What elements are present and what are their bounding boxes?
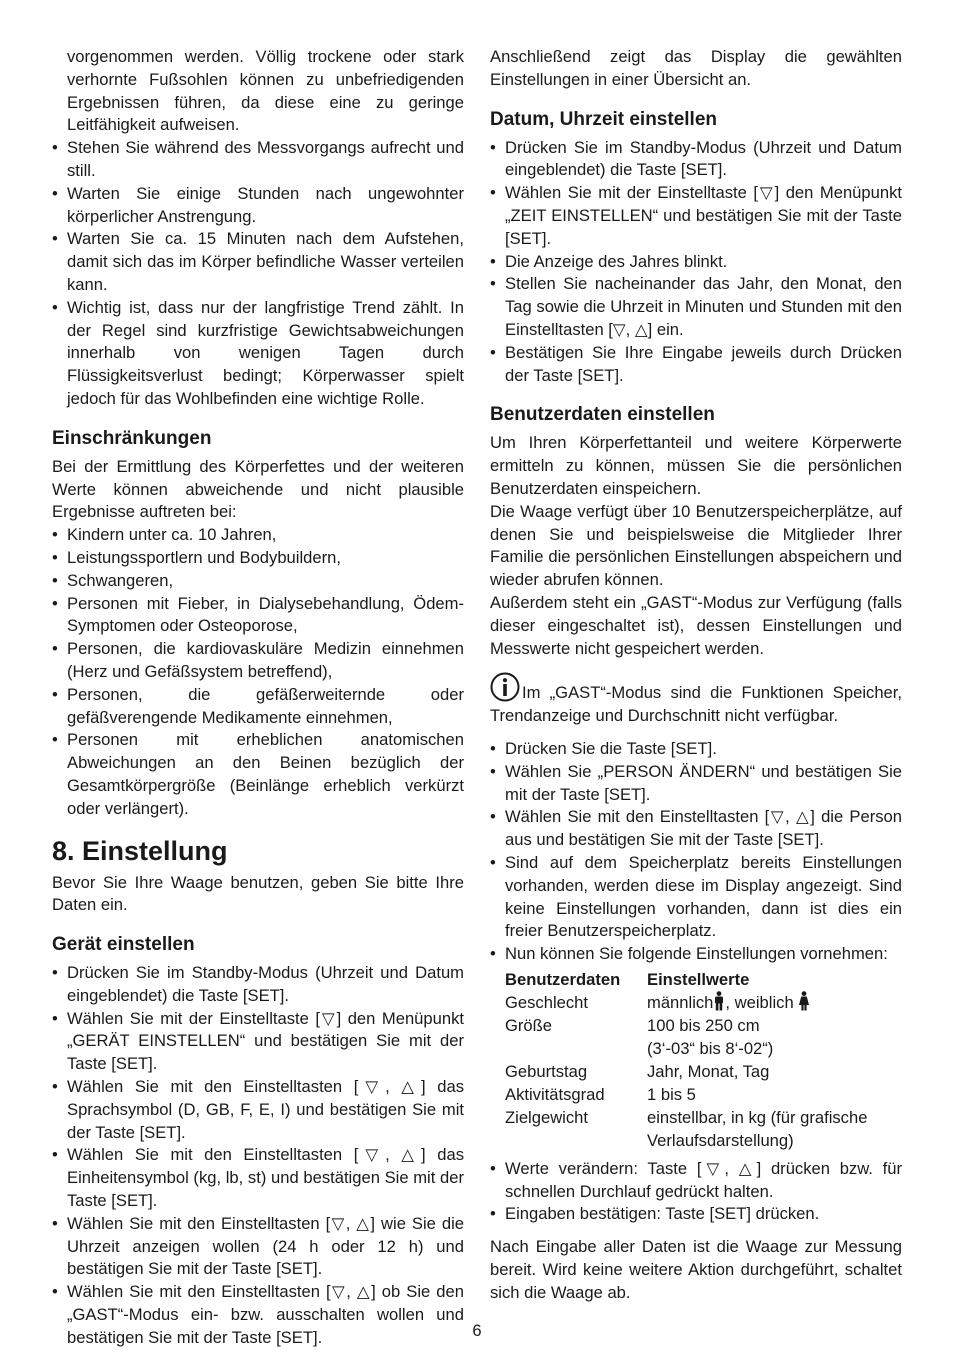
datum-steps-list [490, 137, 902, 388]
table-cell-label: Aktivitätsgrad [505, 1084, 605, 1104]
table-cell-label: Geschlecht [505, 992, 589, 1012]
list-item: • Wählen Sie mit den Einstelltasten [▽, △] wie Sie die Uhrzeit anzeigen wollen (24 h oder 12 h) und bestätigen Sie mit der Taste [SET]. [52, 1213, 464, 1281]
list-item: • Stellen Sie nacheinander das Jahr, den Monat, den Tag sowie die Uhrzeit in Minuten und Stunden mit den Einstelltasten [▽, △] ein. [490, 273, 902, 341]
info-note-text: Im „GAST“-Modus sind die Funktionen Speicher, Trendanzeige und Durchschnitt nicht verfügbar. [490, 683, 902, 726]
size-range-ft: (3‘-03“ bis 8‘-02“) [647, 1038, 774, 1058]
page-number: 6 [472, 1321, 482, 1340]
list-item: • Wählen Sie mit den Einstelltasten [▽, △] ob Sie den „GAST“-Modus ein- bzw. ausschalten wollen und bestätigen Sie mit der Taste [SET]. [52, 1281, 464, 1349]
user-settings-table [505, 968, 897, 1152]
list-item: • Drücken Sie die Taste [SET]. [490, 738, 902, 761]
table-cell-value: 1 bis 5 [647, 1084, 696, 1104]
einschraenkungen-list [52, 524, 464, 820]
table-row [505, 1083, 897, 1106]
list-item: • Wählen Sie mit den Einstelltasten [▽, △] das Sprachsymbol (D, GB, F, E, I) und bestätigen Sie mit der Taste [SET]. [52, 1076, 464, 1144]
right-column [490, 46, 902, 1305]
benutzer-para-1: Um Ihren Körperfettanteil und weitere Körperwerte ermitteln zu können, müssen Sie die persönlichen Benutzerdaten einspeichern. [490, 433, 902, 498]
list-item: • Wichtig ist, dass nur der langfristige Trend zählt. In der Regel sind kurzfristige Gewichtsabweichungen innerhalb von wenigen Tagen durch Flüssigkeitsverlust bedingt; Körperwasser spielt jedoch für das Wohlbefinden eine wichtige Rolle. [52, 297, 464, 411]
list-item: • Leistungssportlern und Bodybuildern, [52, 547, 464, 570]
list-item: • Wählen Sie mit der Einstelltaste [▽] den Menüpunkt „GERÄT EINSTELLEN“ und bestätigen Sie mit der Taste [SET]. [52, 1008, 464, 1076]
list-item: • Wählen Sie „PERSON ÄNDERN“ und bestätigen Sie mit der Taste [SET]. [490, 761, 902, 807]
list-item: • Warten Sie ca. 15 Minuten nach dem Aufstehen, damit sich das im Körper befindliche Wasser verteilen kann. [52, 228, 464, 296]
table-cell-label: Geburtstag [505, 1061, 588, 1081]
table-cell-label: Zielgewicht [505, 1107, 589, 1127]
list-item: • Drücken Sie im Standby-Modus (Uhrzeit und Datum eingeblendet) die Taste [SET]. [52, 962, 464, 1008]
list-item: • Die Anzeige des Jahres blinkt. [490, 251, 902, 274]
list-item: • Personen, die kardiovaskuläre Medizin einnehmen (Herz und Gefäßsystem betreffend), [52, 638, 464, 684]
value-change-list [490, 1158, 902, 1226]
spacer [490, 1226, 902, 1236]
list-item: • Kindern unter ca. 10 Jahren, [52, 524, 464, 547]
table-row [505, 991, 897, 1014]
info-note [490, 672, 902, 728]
size-range-cm: 100 bis 250 cm [647, 1015, 760, 1035]
info-icon [490, 672, 520, 702]
list-item: • Stehen Sie während des Messvorgangs aufrecht und still. [52, 137, 464, 183]
benutzer-para-3: Außerdem steht ein „GAST“-Modus zur Verfügung (falls dieser eingeschaltet ist), dessen Einstellungen und Messwerte nicht gespeichert werden. [490, 592, 902, 658]
benutzer-steps-list [490, 738, 902, 966]
heading-datum-uhrzeit: Datum, Uhrzeit einstellen [490, 108, 717, 130]
einschraenkungen-intro: Bei der Ermittlung des Körperfettes und der weiteren Werte können abweichende und nicht plausible Ergebnisse auftreten bei: [52, 456, 464, 522]
list-item: • Schwangeren, [52, 570, 464, 593]
heading-einschraenkungen: Einschränkungen [52, 427, 212, 449]
table-cell-value: einstellbar, in kg (für grafische Verlaufsdarstellung) [647, 1107, 868, 1150]
list-item: • Warten Sie einige Stunden nach ungewohnter körperlicher Anstrengung. [52, 183, 464, 229]
table-cell-value [647, 1014, 897, 1060]
male-label: männlich [647, 992, 714, 1012]
female-person-icon [798, 991, 810, 1011]
table-header-row [505, 968, 897, 991]
list-item: • Werte verändern: Taste [▽, △] drücken bzw. für schnellen Durchlauf gedrückt halten. [490, 1158, 902, 1204]
table-cell-label: Größe [505, 1015, 553, 1035]
right-intro-continuation: Anschließend zeigt das Display die gewählten Einstellungen in einer Übersicht an. [490, 47, 902, 89]
table-row [505, 1014, 897, 1060]
section-title-einstellung: 8. Einstellung [52, 835, 228, 866]
list-item: • Personen, die gefäßerweiternde oder gefäßverengende Medikamente einnehmen, [52, 684, 464, 730]
closing-paragraph: Nach Eingabe aller Daten ist die Waage zur Messung bereit. Wird keine weitere Aktion durchgeführt, schaltet sich die Waage ab. [490, 1237, 902, 1302]
list-item: • Sind auf dem Speicherplatz bereits Einstellungen vorhanden, werden diese im Display angezeigt. Sind keine Einstellungen vorhanden, dann ist dies ein freier Benutzerspeicherplatz. [490, 852, 902, 943]
left-column [52, 46, 464, 1350]
list-item: • Nun können Sie folgende Einstellungen vornehmen: [490, 943, 902, 966]
list-item: • Drücken Sie im Standby-Modus (Uhrzeit und Datum eingeblendet) die Taste [SET]. [490, 137, 902, 183]
female-label: , weiblich [725, 992, 794, 1012]
list-item: • Personen mit Fieber, in Dialysebehandlung, Ödem-Symptomen oder Osteoporose, [52, 593, 464, 639]
heading-geraet-einstellen: Gerät einstellen [52, 934, 195, 956]
table-header: Einstellwerte [647, 969, 750, 989]
benutzer-para-2: Die Waage verfügt über 10 Benutzerspeicherplätze, auf denen Sie und beispielsweise die Mitglieder Ihrer Familie die persönlichen Einstellungen abspeichern und wieder abrufen können. [490, 501, 902, 590]
table-header: Benutzerdaten [505, 969, 621, 989]
list-item: • Eingaben bestätigen: Taste [SET] drücken. [490, 1203, 902, 1226]
list-item: • Wählen Sie mit den Einstelltasten [▽, △] die Person aus und bestätigen Sie mit der Taste [SET]. [490, 806, 902, 852]
table-cell-value [647, 991, 897, 1014]
table-cell-value: Jahr, Monat, Tag [647, 1061, 770, 1081]
intro-continuation: vorgenommen werden. Völlig trockene oder stark verhornte Fußsohlen können zu unbefriedigenden Ergebnissen führen, da diese eine zu geringe Leitfähigkeit aufweisen. [67, 47, 464, 135]
list-item: • Wählen Sie mit den Einstelltasten [▽, △] das Einheitensymbol (kg, lb, st) und bestätigen Sie mit der Taste [SET]. [52, 1144, 464, 1212]
list-item: • Bestätigen Sie Ihre Eingabe jeweils durch Drücken der Taste [SET]. [490, 342, 902, 388]
table-row [505, 1060, 897, 1083]
male-person-icon [713, 991, 725, 1011]
heading-benutzerdaten: Benutzerdaten einstellen [490, 404, 715, 426]
measurement-tips-list [52, 137, 464, 411]
table-row [505, 1106, 897, 1152]
list-item: • Personen mit erheblichen anatomischen Abweichungen an den Beinen bezüglich der Gesamtkörpergröße (Beinlänge erheblich verkürzt oder verlängert). [52, 729, 464, 820]
geraet-steps-list [52, 962, 464, 1350]
list-item: • Wählen Sie mit der Einstelltaste [▽] den Menüpunkt „ZEIT EINSTELLEN“ und bestätigen Sie mit der Taste [SET]. [490, 182, 902, 250]
einstellung-intro: Bevor Sie Ihre Waage benutzen, geben Sie bitte Ihre Daten ein. [52, 872, 464, 915]
